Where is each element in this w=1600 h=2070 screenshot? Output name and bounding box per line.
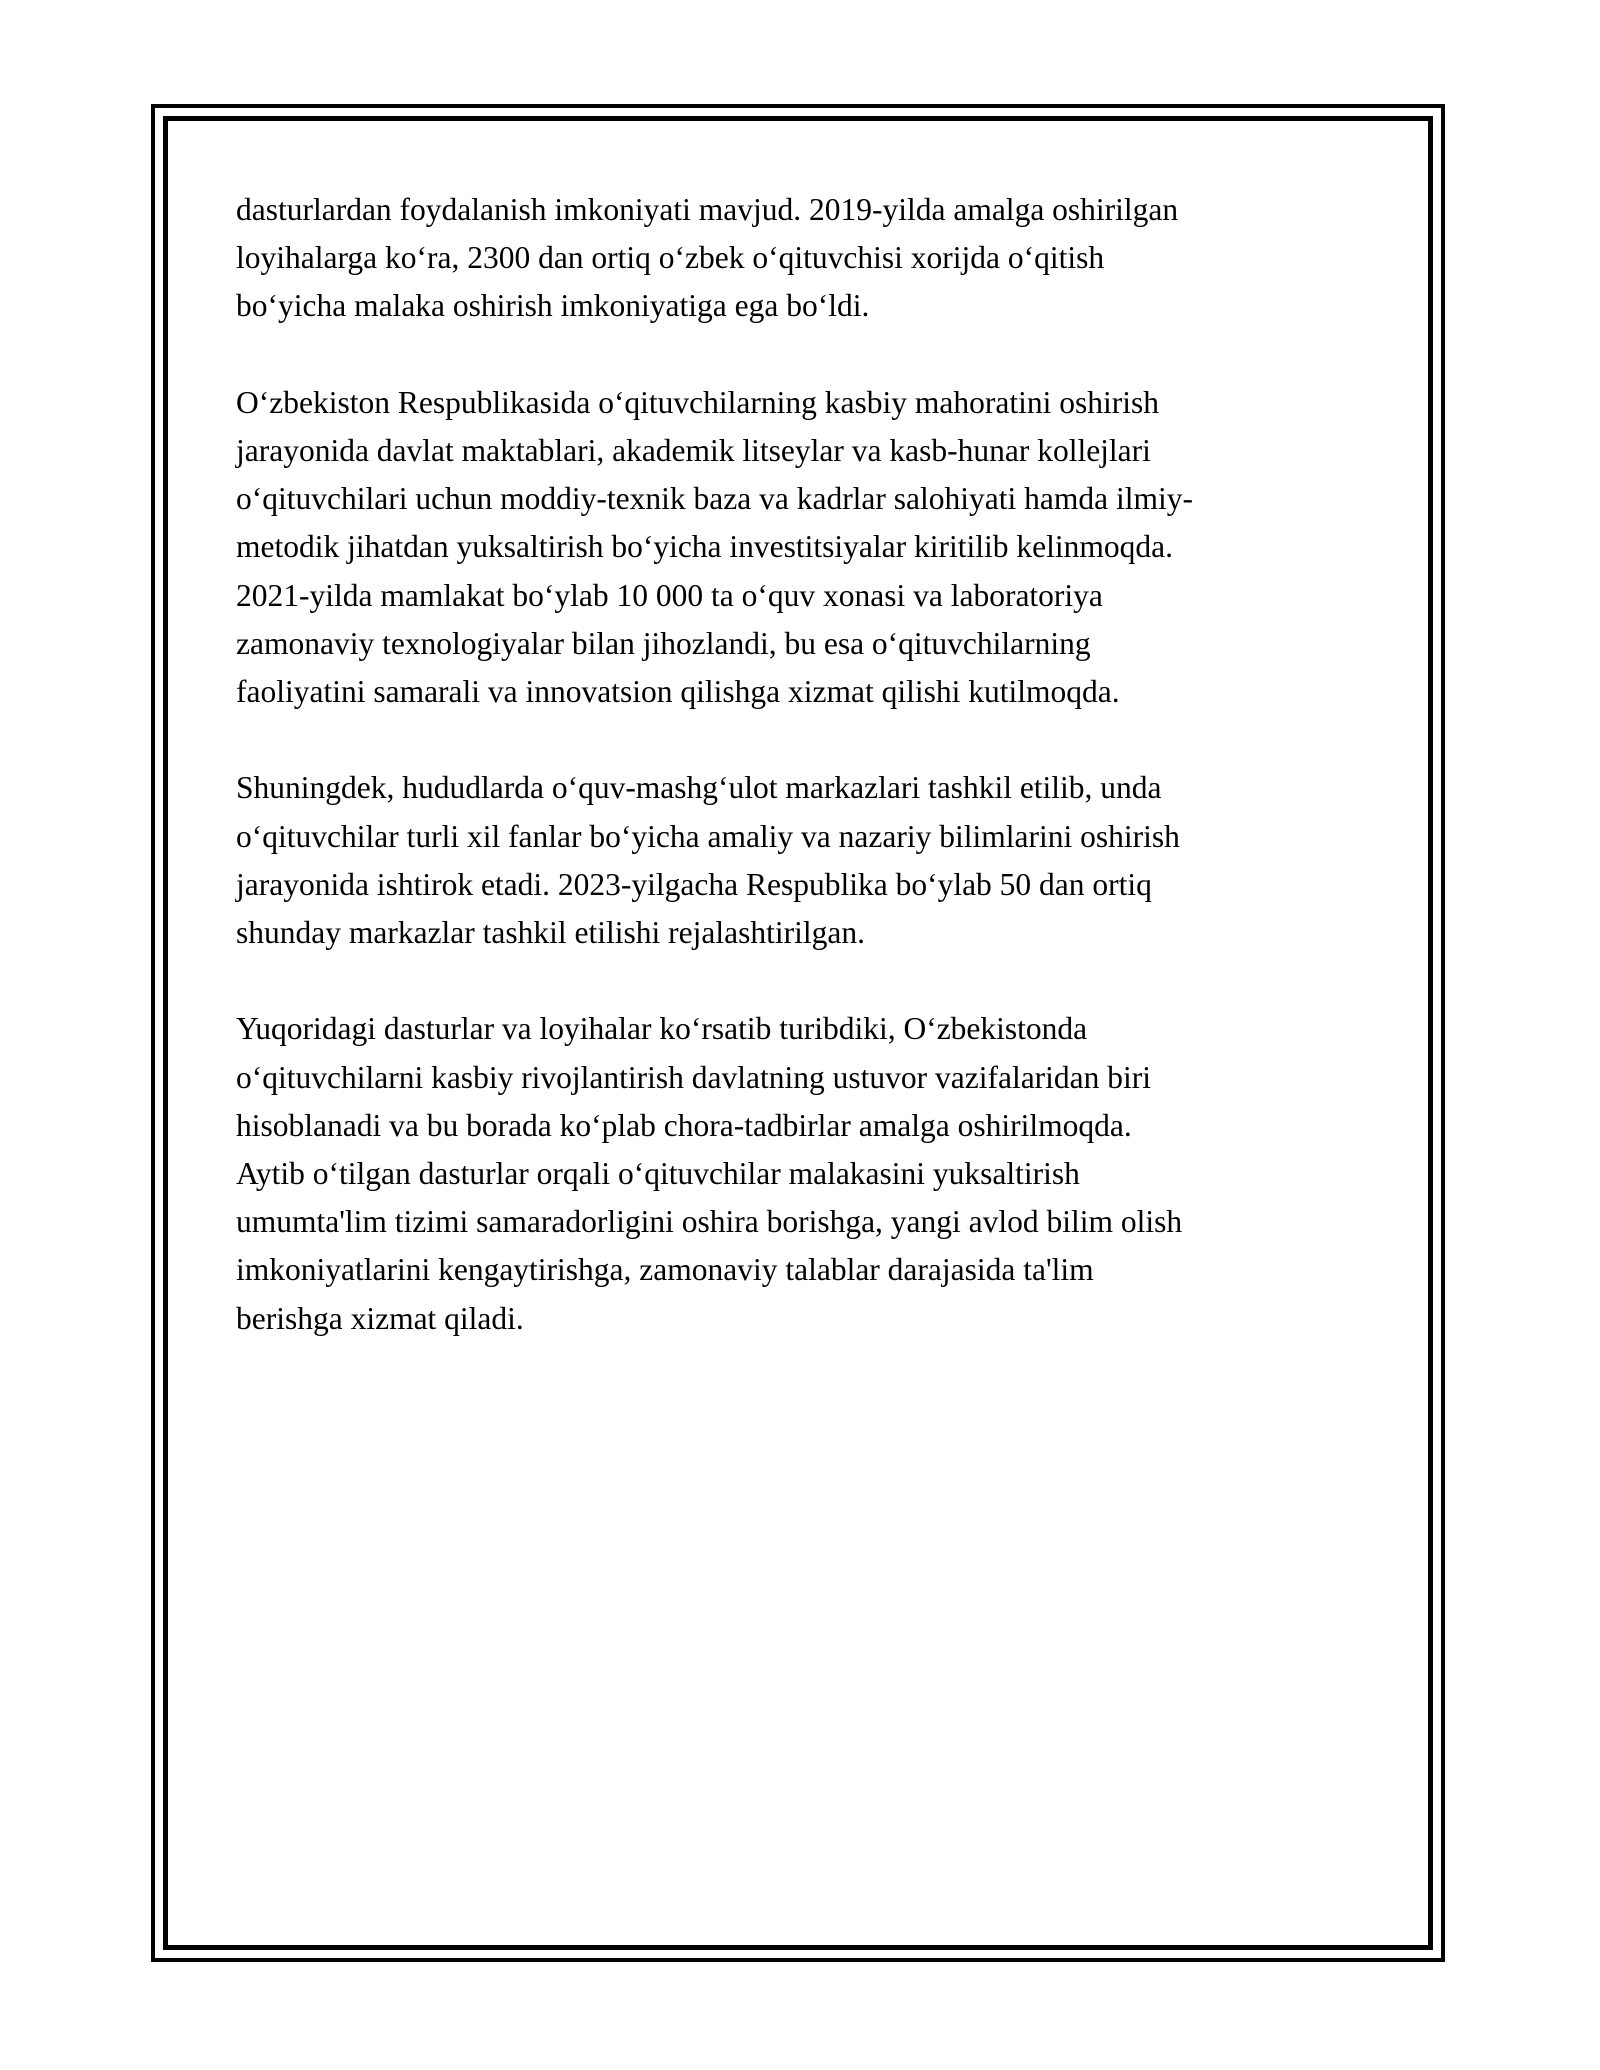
text-line: jarayonida davlat maktablari, akademik litseylar va kasb-hunar kollejlari [236, 433, 1151, 468]
text-line: Yuqoridagi dasturlar va loyihalar ko‘rsatib turibdiki, O‘zbekistonda [236, 1011, 1088, 1047]
paragraph-3 [236, 764, 1356, 957]
text-line: jarayonida ishtirok etadi. 2023-yilgacha Respublika bo‘ylab 50 dan ortiq [236, 866, 1152, 902]
text-line: O‘zbekiston Respublikasida o‘qituvchilarning kasbiy mahoratini oshirish [236, 384, 1159, 420]
text-line: berishga xizmat qiladi. [236, 1300, 524, 1336]
text-line: metodik jihatdan yuksaltirish bo‘yicha investitsiyalar kiritilib kelinmoqda. [236, 529, 1173, 565]
text-line: shunday markazlar tashkil etilishi rejalashtirilgan. [236, 915, 865, 951]
text-line: o‘qituvchilarni kasbiy rivojlantirish davlatning ustuvor vazifalaridan biri [236, 1059, 1152, 1095]
text-line: Shuningdek, hududlarda o‘quv-mashg‘ulot markazlari tashkil etilib, unda [236, 770, 1162, 806]
paragraph-2 [236, 379, 1356, 716]
paragraph-1 [236, 186, 1356, 331]
text-line: zamonaviy texnologiyalar bilan jihozlandi, bu esa o‘qituvchilarning [236, 625, 1091, 661]
text-line: 2021-yilda mamlakat bo‘ylab 10 000 ta o‘quv xonasi va laboratoriya [236, 577, 1103, 613]
text-line: imkoniyatlarini kengaytirishga, zamonaviy talablar darajasida ta'lim [236, 1252, 1094, 1288]
paragraph-4 [236, 1005, 1356, 1342]
text-line: hisoblanadi va bu borada ko‘plab chora-tadbirlar amalga oshirilmoqda. [236, 1107, 1132, 1143]
text-line: bo‘yicha malaka oshirish imkoniyatiga ega bo‘ldi. [236, 288, 870, 324]
text-line: o‘qituvchilar turli xil fanlar bo‘yicha amaliy va nazariy bilimlarini oshirish [236, 818, 1180, 854]
document-body [236, 186, 1356, 1391]
text-line: loyihalarga ko‘ra, 2300 dan ortiq o‘zbek o‘qituvchisi xorijda o‘qitish [236, 240, 1105, 276]
text-line: faoliyatini samarali va innovatsion qilishga xizmat qilishi kutilmoqda. [236, 674, 1120, 710]
text-line: dasturlardan foydalanish imkoniyati mavjud. 2019-yilda amalga oshirilgan [236, 192, 1179, 227]
text-line: Aytib o‘tilgan dasturlar orqali o‘qituvchilar malakasini yuksaltirish [236, 1156, 1080, 1192]
text-line: o‘qituvchilari uchun moddiy-texnik baza va kadrlar salohiyati hamda ilmiy- [236, 481, 1193, 517]
text-line: umumta'lim tizimi samaradorligini oshira borishga, yangi avlod bilim olish [236, 1204, 1183, 1240]
